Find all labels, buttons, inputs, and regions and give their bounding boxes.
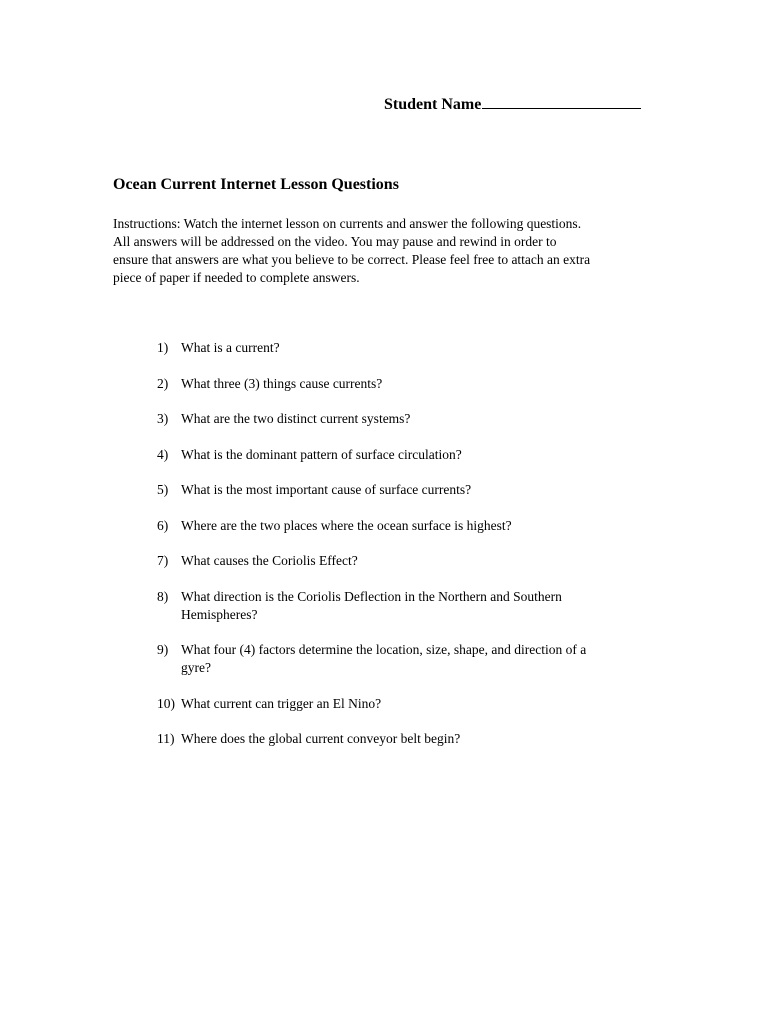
question-item bbox=[157, 446, 657, 464]
question-item bbox=[157, 481, 657, 499]
question-text: What direction is the Coriolis Deflection in the Northern and Southern bbox=[181, 588, 562, 604]
question-number: 5) bbox=[157, 482, 169, 497]
instructions-line: piece of paper if needed to complete answers. bbox=[113, 270, 360, 285]
question-text: What four (4) factors determine the location, size, shape, and direction of a bbox=[181, 642, 587, 657]
question-text: What causes the Coriolis Effect? bbox=[181, 553, 358, 568]
question-number: 4) bbox=[157, 446, 169, 462]
question-text: Where are the two places where the ocean surface is highest? bbox=[181, 517, 512, 533]
question-item bbox=[157, 375, 657, 393]
question-text: What is the most important cause of surface currents? bbox=[181, 482, 472, 497]
question-number: 2) bbox=[157, 375, 169, 391]
student-name-label: Student Name bbox=[384, 96, 482, 113]
question-number: 3) bbox=[157, 411, 169, 426]
question-number: 8) bbox=[157, 588, 169, 604]
worksheet-title: Ocean Current Internet Lesson Questions bbox=[113, 176, 399, 193]
question-number: 1) bbox=[157, 340, 169, 355]
question-item bbox=[157, 695, 657, 713]
question-number: 10) bbox=[157, 695, 175, 711]
question-number: 9) bbox=[157, 642, 169, 657]
question-text: gyre? bbox=[181, 660, 211, 675]
question-text: What is the dominant pattern of surface circulation? bbox=[181, 446, 462, 462]
instructions-paragraph bbox=[113, 215, 658, 287]
question-text: What three (3) things cause currents? bbox=[181, 375, 383, 391]
student-name-field bbox=[384, 94, 641, 114]
instructions-line: ensure that answers are what you believe to be correct. Please feel free to attach an extra bbox=[113, 252, 591, 267]
question-item bbox=[157, 588, 657, 624]
instructions-line: Instructions: Watch the internet lesson on currents and answer the following questions. bbox=[113, 216, 582, 231]
question-number: 7) bbox=[157, 553, 169, 568]
question-item bbox=[157, 410, 657, 428]
question-number: 6) bbox=[157, 517, 169, 533]
question-text: What are the two distinct current systems? bbox=[181, 411, 411, 426]
question-item bbox=[157, 552, 657, 570]
question-item bbox=[157, 641, 657, 677]
question-item bbox=[157, 517, 657, 535]
question-text: What current can trigger an El Nino? bbox=[181, 695, 382, 711]
question-text: Where does the global current conveyor belt begin? bbox=[181, 731, 461, 746]
question-list bbox=[157, 339, 657, 766]
question-item bbox=[157, 730, 657, 748]
question-text: Hemispheres? bbox=[181, 606, 258, 622]
question-number: 11) bbox=[157, 731, 175, 746]
question-text: What is a current? bbox=[181, 340, 280, 355]
instructions-line: All answers will be addressed on the video. You may pause and rewind in order to bbox=[113, 234, 557, 249]
question-item bbox=[157, 339, 657, 357]
student-name-blank-line bbox=[482, 94, 641, 109]
